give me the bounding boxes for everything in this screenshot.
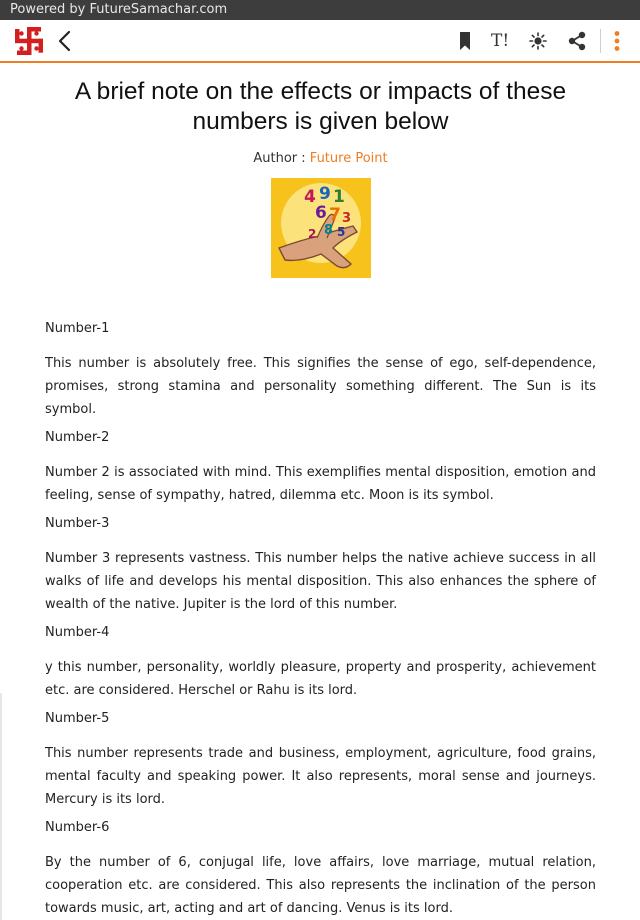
section-number-4 <box>45 624 596 702</box>
section-heading: Number-3 <box>45 516 110 531</box>
section-heading: Number-6 <box>45 820 110 835</box>
section-number-5 <box>45 710 596 811</box>
svg-text:7: 7 <box>328 205 341 225</box>
svg-text:3: 3 <box>341 211 351 226</box>
author-name-link[interactable]: Future Point <box>309 151 388 166</box>
section-text: Number 3 represents vastness. This number helps the native achieve success in all walks of life and develops his mental disposition. This also enhances the sphere of wealth of the native. Jupiter is the lord of this number. <box>45 551 596 612</box>
back-arrow-icon[interactable] <box>56 29 74 53</box>
article-title: A brief note on the effects or impacts of these numbers is given below <box>74 78 567 135</box>
section-number-1 <box>45 320 596 421</box>
svg-text:6: 6 <box>314 203 327 223</box>
section-heading: Number-5 <box>45 711 110 726</box>
section-text: This number represents trade and business, employment, agriculture, food grains, mental faculty and speaking power. It also represents, moral sense and journeys. Mercury is its lord. <box>45 746 596 807</box>
numerology-hand-image <box>271 178 371 278</box>
author-label: Author : <box>253 151 310 166</box>
section-heading: Number-2 <box>45 430 110 445</box>
section-heading: Number-1 <box>45 321 110 336</box>
article-sections <box>45 320 596 920</box>
section-text: y this number, personality, worldly pleasure, property and prosperity, achievement etc. are considered. Herschel or Rahu is its lord. <box>45 660 596 698</box>
svg-text:8: 8 <box>323 223 333 238</box>
svg-text:4: 4 <box>303 187 316 207</box>
section-number-6 <box>45 819 596 920</box>
page-edge-rule <box>0 693 2 920</box>
powered-by-banner[interactable]: Powered by FutureSamachar.com <box>0 0 640 20</box>
section-text: This number is absolutely free. This signifies the sense of ego, self-dependence, promises, strong stamina and personality something different. The Sun is its symbol. <box>45 356 596 417</box>
section-heading: Number-4 <box>45 625 110 640</box>
toolbar-divider <box>600 29 601 53</box>
top-toolbar <box>0 20 640 63</box>
text-size-icon[interactable]: T! <box>491 31 510 51</box>
section-text: By the number of 6, conjugal life, love affairs, love marriage, mutual relation, cooperation etc. are considered. This also represents the inclination of the person towards music, art, acting and art of dancing. Venus is its lord. <box>45 855 596 916</box>
svg-text:2: 2 <box>307 227 316 241</box>
svg-text:1: 1 <box>332 187 345 207</box>
section-number-2 <box>45 429 596 507</box>
bookmark-icon[interactable] <box>457 29 473 53</box>
svg-text:5: 5 <box>336 225 345 239</box>
brightness-icon[interactable] <box>528 29 548 53</box>
share-icon[interactable] <box>567 29 587 53</box>
more-vertical-icon[interactable] <box>612 29 622 53</box>
article-content <box>45 75 596 920</box>
svg-text:9: 9 <box>318 184 331 204</box>
section-number-3 <box>45 515 596 616</box>
section-text: Number 2 is associated with mind. This exemplifies mental disposition, emotion and feeling, sense of sympathy, hatred, dilemma etc. Moon is its symbol. <box>45 465 596 503</box>
author-line <box>45 151 596 166</box>
swastika-logo-icon[interactable] <box>12 24 46 58</box>
